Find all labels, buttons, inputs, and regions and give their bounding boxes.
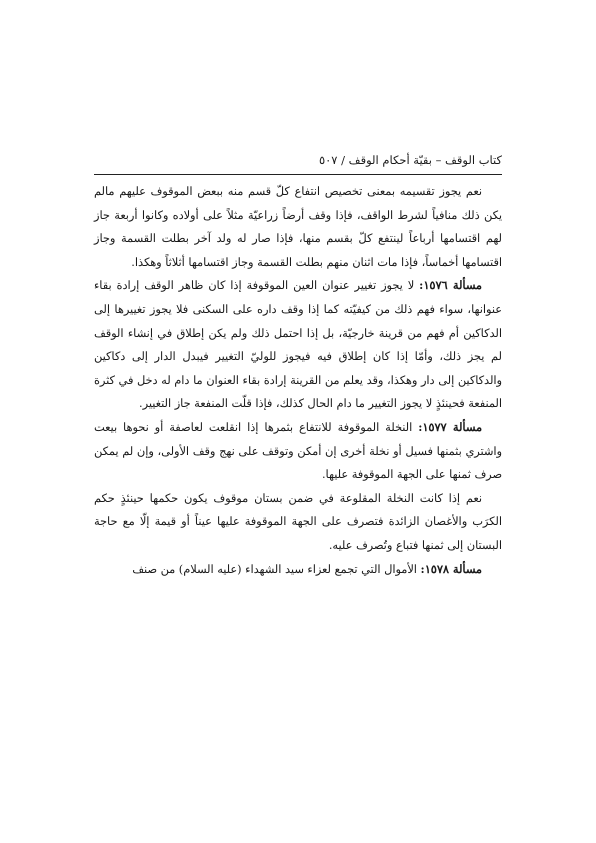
issue-paragraph — [94, 416, 502, 487]
issue-paragraph — [94, 274, 502, 416]
paragraph-text: لا يجوز تغيير عنوان العين الموقوفة إذا كان ظاهر الوقف إرادة بقاء عنوانها، سواء فهم ذلك من كيفيّته كما إذا وقف داره على السكنى فلا يجوز تغييرها إلى الدكاكين أم فهم من قرينة خارجيّة، بل إذا احتمل ذلك ولم يكن إطلاق في إنشاء الوقف لم يجز ذلك، وأمّا إذا كان إطلاق فيه فيجوز للوليّ التغيير فيبدل الدار إلى دكاكين والدكاكين إلى دار وهكذا، وقد يعلم من القرينة إرادة بقاء العنوان ما دام له دخل في كثرة المنفعة فحينئذٍ لا يجوز التغيير ما دام الحال كذلك، فإذا قلّت المنفعة جاز التغيير. — [94, 279, 502, 411]
issue-number-label: مسألة ١٥٧٨: — [420, 561, 482, 576]
issue-paragraph — [94, 558, 502, 582]
paragraph-text: نعم إذا كانت النخلة المقلوعة في ضمن بستان موقوف يكون حكمها حينئذٍ حكم الكرَب والأغصان الزائدة فتصرف على الجهة الموقوفة عليها عيناً أو قيمة إلّا مع حاجة البستان إلى ثمنها فتباع وتُصرف عليه. — [94, 491, 502, 552]
paragraph-text: الأموال التي تجمع لعزاء سيد الشهداء (عليه السلام) من صنف — [132, 562, 421, 576]
header-divider — [94, 174, 502, 175]
issue-number-label: مسألة ١٥٧٦: — [419, 278, 482, 293]
paragraph-text: النخلة الموقوفة للانتفاع بثمرها إذا انقلعت لعاصفة أو نحوها بيعت واشتري بثمنها فسيل أو نخلة أخرى إن أمكن وتوقف على نهج وقف الأولى، وإن لم يمكن صرف ثمنها على الجهة الموقوفة عليها. — [94, 420, 502, 482]
paragraph — [94, 180, 502, 274]
paragraph — [94, 487, 502, 558]
issue-number-label: مسألة ١٥٧٧: — [418, 419, 482, 434]
running-header: كتاب الوقف – بقيّة أحكام الوقف / ٥٠٧ — [318, 153, 502, 167]
paragraph-text: نعم يجوز تقسيمه بمعنى تخصيص انتفاع كلّ قسم منه ببعض الموقوف عليهم مالم يكن ذلك منافياً لشرط الواقف، فإذا وقف أرضاً زراعيّة مثلاً على أولاده وكانوا أربعة جاز لهم اقتسامها أرباعاً لينتفع كلّ بقسم منها، فإذا صار له ولد آخر بطلت القسمة وجاز اقتسامها أخماساً، فإذا مات اثنان منهم بطلت القسمة وجاز اقتسامها أثلاثاً وهكذا. — [94, 185, 502, 269]
body-text — [94, 180, 502, 581]
